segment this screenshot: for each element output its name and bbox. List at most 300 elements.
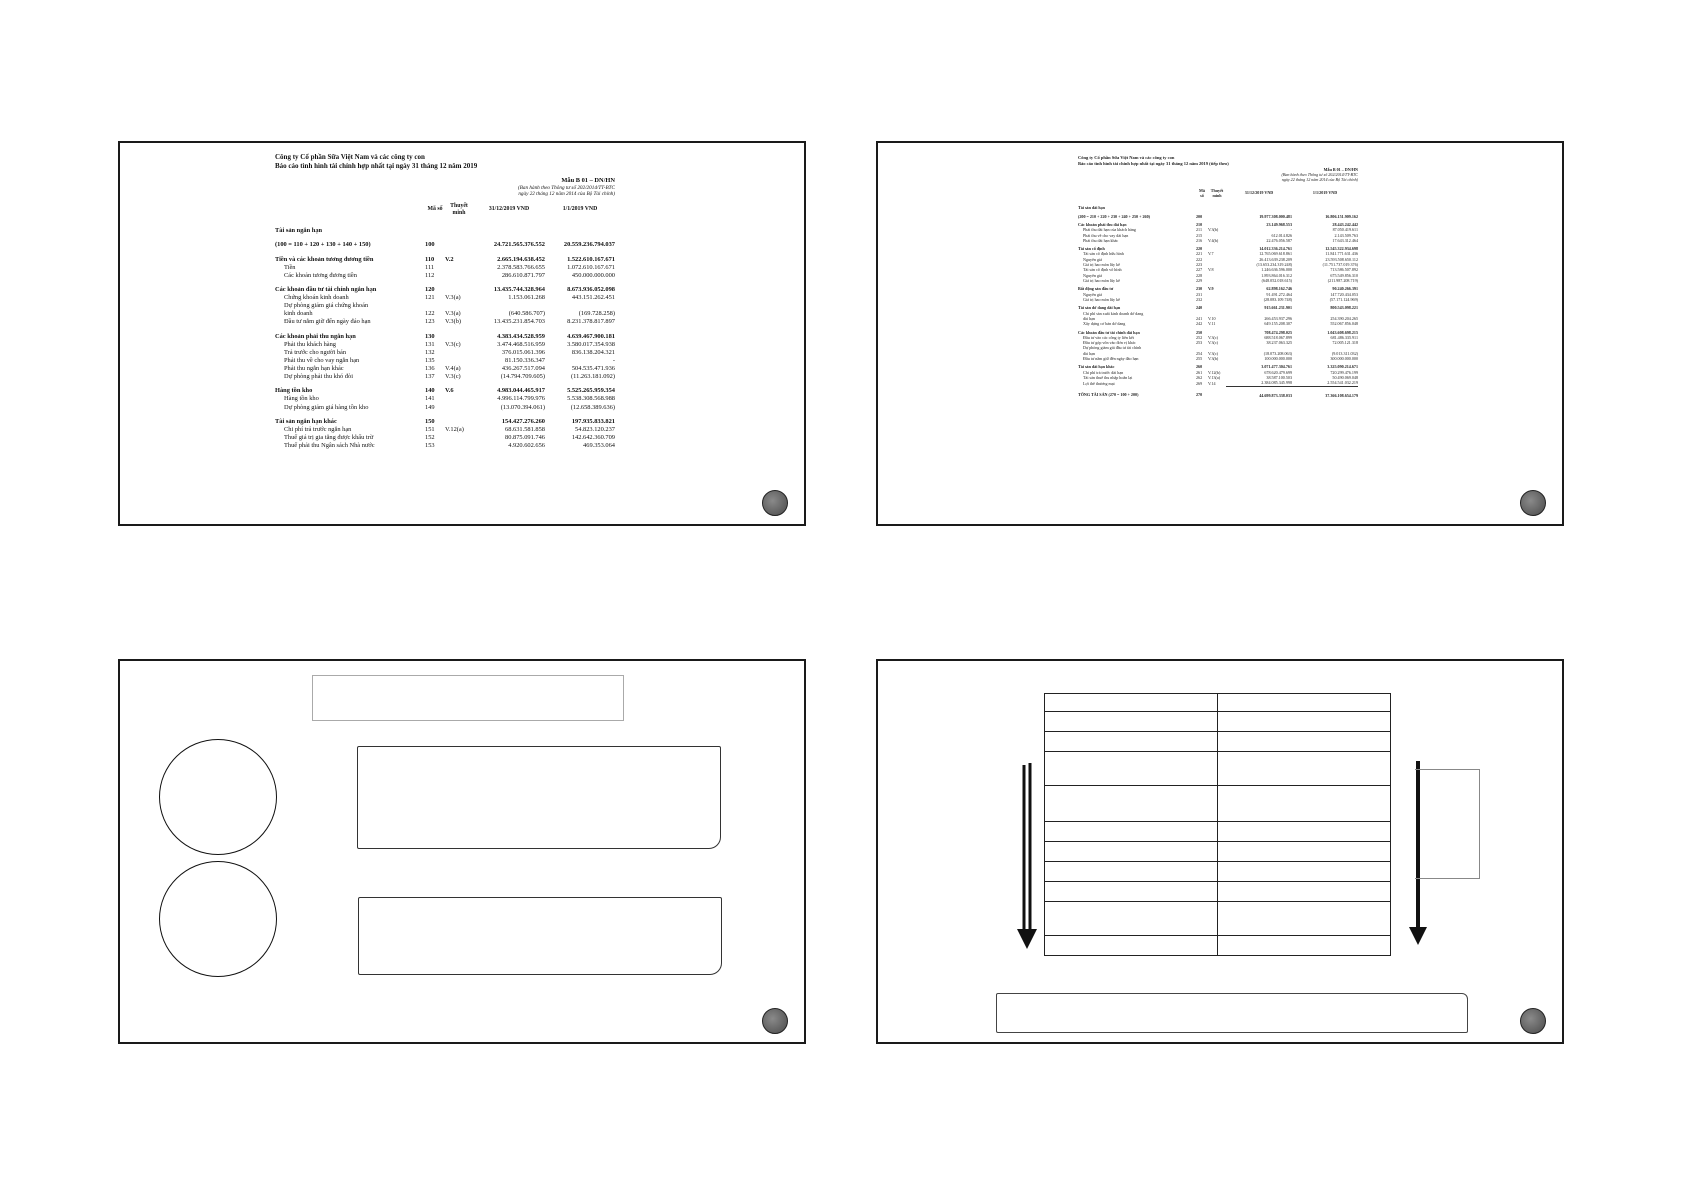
- cell-note: V.4(b): [1208, 237, 1219, 243]
- cell-prior: 552.067.856.048: [1330, 321, 1358, 327]
- table-row: [275, 302, 615, 310]
- cell-current: 688.518.067.899: [1264, 334, 1292, 340]
- cell-prior: 54.823.120.237: [575, 425, 615, 433]
- cell-code: 253: [1196, 340, 1203, 346]
- col-code-header: Mã số: [1199, 187, 1205, 198]
- slide-number-badge: [1520, 1008, 1546, 1034]
- balance-sheet-part-2: [1078, 155, 1358, 398]
- table-row: [1045, 786, 1391, 822]
- cell-label: Hàng tồn kho: [275, 387, 313, 395]
- cell-note: V.3(b): [1208, 356, 1219, 362]
- cell-current: 100.000.000.000: [1264, 356, 1292, 362]
- cell-code: 153: [425, 442, 435, 450]
- cell-label: Các khoản phải thu ngắn hạn: [275, 332, 356, 340]
- cell-note: [1208, 202, 1226, 210]
- cell-prior: 443.151.262.451: [571, 294, 615, 302]
- form-code: Mẫu B 01 – DN/HN: [1323, 166, 1358, 172]
- cell-current: 38.237.063.325: [1266, 340, 1292, 346]
- table-row: [1078, 202, 1358, 210]
- form-code: Mẫu B 01 – DN/HN: [561, 176, 615, 184]
- cell-label: (200 = 210 + 220 + 230 + 240 + 250 + 260): [1078, 213, 1150, 219]
- cell-current: 13.435.744.328.964: [493, 285, 545, 293]
- balance-sheet-table: [1078, 187, 1358, 398]
- cell-prior: 300.000.000.000: [1330, 356, 1358, 362]
- cell-prior: 1.072.610.167.671: [567, 263, 615, 271]
- table-row: [275, 341, 615, 349]
- cell-prior: 800.543.098.221: [1330, 305, 1358, 311]
- col-prior-header: 1/1/2019 VND: [562, 206, 598, 213]
- cell-code: 240: [1196, 305, 1203, 311]
- cell-label: Giá trị hao mòn lũy kế: [1083, 278, 1120, 283]
- table-row: [275, 294, 615, 302]
- cell-label: Lợi thế thương mại: [1083, 380, 1115, 386]
- cell-code: 132: [425, 348, 435, 356]
- cell-current: 286.610.871.797: [501, 271, 545, 279]
- cell-current: [473, 221, 545, 235]
- cell-code: 223: [1196, 262, 1203, 268]
- cell-current: 81.150.336.347: [505, 356, 545, 364]
- cell-label: Tài sản cố định hữu hình: [1083, 251, 1124, 257]
- cell-code: 215: [1196, 232, 1203, 238]
- cell-note: V.3(c): [445, 340, 461, 348]
- side-bracket-box[interactable]: [1415, 769, 1480, 879]
- cell-label: Bất động sản đầu tư: [1078, 286, 1114, 292]
- cell-note: [1208, 211, 1226, 219]
- table-row: [1045, 842, 1391, 862]
- cell-label: Đầu tư nắm giữ đến ngày đáo hạn: [1083, 356, 1139, 362]
- cell-note: V.14: [1208, 380, 1216, 386]
- cell-label: Thuế giá trị gia tăng được khấu trừ: [284, 433, 374, 441]
- cell-label: Phải thu khách hàng: [284, 340, 337, 348]
- table-row: [1078, 302, 1358, 310]
- balance-sheet-table: [275, 202, 615, 450]
- cell-current: 1.246.636.596.000: [1261, 267, 1292, 273]
- cell-code: [425, 302, 445, 310]
- report-title: Báo cáo tình hình tài chính hợp nhất tại ngày 31 tháng 12 năm 2019 (tiếp theo): [1078, 160, 1229, 166]
- cell-current: 3.474.468.516.959: [497, 340, 545, 348]
- ellipse-top[interactable]: [159, 739, 277, 855]
- cell-current: 38.587.100.503: [1266, 375, 1292, 380]
- cell-current: 1.893.864.016.312: [1261, 272, 1292, 278]
- ellipse-bottom[interactable]: [159, 861, 277, 977]
- cell-current: 915.661.231.901: [1264, 305, 1292, 311]
- cell-code: 252: [1196, 334, 1203, 340]
- cell-code: [1196, 202, 1208, 210]
- cell-prior: 87.050.419.611: [1332, 227, 1358, 233]
- table-row: [1078, 327, 1358, 335]
- cell-current: 612.014.826: [1271, 232, 1292, 238]
- col-note-header: Thuyết minh: [1210, 187, 1224, 198]
- cell-note: [445, 395, 473, 403]
- table-row: [275, 381, 615, 395]
- cell-code: 100: [425, 241, 435, 249]
- cell-code: 149: [425, 403, 435, 411]
- cell-prior: 3.580.017.354.938: [567, 340, 615, 348]
- cell-label: Đầu tư góp vốn vào đơn vị khác: [1083, 340, 1136, 346]
- cell-label: Nguyên giá: [1083, 272, 1102, 278]
- slide-number-badge: [1520, 490, 1546, 516]
- cell-prior: 1.522.610.167.671: [567, 255, 615, 263]
- cell-prior: 8.231.378.817.897: [567, 318, 615, 326]
- left-down-arrow: [1017, 763, 1037, 949]
- cell-note: [445, 302, 473, 310]
- cell-prior: (11.263.181.092): [571, 373, 615, 381]
- cell-label: Đầu tư vào các công ty liên kết: [1083, 334, 1134, 340]
- cell-note: [1208, 327, 1226, 335]
- cell-label: Giá trị hao mòn lũy kế: [1083, 296, 1120, 302]
- table-row: [275, 272, 615, 280]
- cell-code: 242: [1196, 321, 1203, 327]
- slide-4[interactable]: [876, 659, 1564, 1044]
- table-row: [1045, 694, 1391, 712]
- cell-code: 230: [1196, 286, 1203, 292]
- cell-prior: 90.240.266.391: [1332, 286, 1358, 292]
- cell-note: [445, 434, 473, 442]
- cell-prior: 12.545.322.934.698: [1325, 246, 1358, 252]
- cell-current: 4.920.602.656: [508, 442, 545, 450]
- cell-code: 269: [1196, 380, 1203, 386]
- cell-prior: 720.299.476.199: [1330, 369, 1358, 375]
- table-row: [275, 404, 615, 412]
- cell-current: (640.586.707): [508, 310, 545, 318]
- cell-code: 131: [425, 340, 435, 348]
- slide-1[interactable]: [118, 141, 806, 526]
- company-name: Công ty Cổ phần Sữa Việt Nam và các công ty con: [275, 153, 425, 161]
- cell-prior: 16.806.151.909.162: [1325, 213, 1358, 219]
- table-row: [275, 250, 615, 264]
- cell-current: -: [1290, 227, 1292, 233]
- cell-label: Phải thu ngắn hạn khác: [284, 365, 344, 373]
- cell-note: V.12(b): [1208, 369, 1221, 375]
- col-code-header: Mã số: [427, 206, 443, 213]
- cell-label: Tài sản ngắn hạn khác: [275, 417, 337, 425]
- cell-prior: 469.353.064: [583, 442, 615, 450]
- cell-current: (18.073.208.063): [1263, 350, 1292, 356]
- cell-label: Hàng tồn kho: [284, 395, 319, 403]
- slide-2[interactable]: [876, 141, 1564, 526]
- cell-note: V.2: [445, 255, 454, 263]
- table-row: [275, 426, 615, 434]
- cell-prior: 450.000.000.000: [571, 271, 615, 279]
- cell-current: 1.153.061.268: [508, 294, 545, 302]
- cell-note: V.3(b): [1208, 227, 1219, 233]
- cell-label: Chi phí sản xuất kinh doanh dở dang: [1083, 310, 1144, 316]
- cell-note: [445, 327, 473, 341]
- cell-prior: (169.728.258): [578, 310, 615, 318]
- table-row: [275, 395, 615, 403]
- cell-code: 120: [425, 285, 435, 293]
- col-current-header: 31/12/2019 VND: [1244, 190, 1274, 196]
- table-row: [1078, 361, 1358, 369]
- table-row: [1045, 752, 1391, 786]
- cell-current: 154.427.276.260: [501, 417, 545, 425]
- cell-code: 136: [425, 365, 435, 373]
- table-row: [1045, 822, 1391, 842]
- cell-current: (14.794.709.605): [500, 373, 545, 381]
- cell-label: Nguyên giá: [1083, 291, 1102, 297]
- cell-label: Các khoản đầu tư tài chính ngắn hạn: [275, 285, 377, 293]
- table-row: [1078, 243, 1358, 251]
- cell-prior: (9.013.311.032): [1331, 350, 1358, 356]
- cell-current: [1226, 202, 1292, 210]
- cell-label: Xây dựng cơ bản dở dang: [1083, 321, 1126, 327]
- cell-label: Tài sản thuế thu nhập hoãn lại: [1083, 375, 1133, 380]
- cell-code: 216: [1196, 237, 1203, 243]
- cell-prior: 28.443.242.442: [1332, 221, 1358, 227]
- cell-code: 231: [1196, 291, 1203, 297]
- cell-current: 14.012.336.214.761: [1259, 246, 1292, 252]
- cell-current: 266.453.937.296: [1264, 315, 1292, 321]
- cell-prior: 836.138.204.321: [571, 348, 615, 356]
- cell-prior: 2.554.541.032.219: [1327, 380, 1358, 386]
- cell-label: Phải thu về cho vay dài hạn: [1083, 232, 1129, 238]
- cell-current: 19.977.308.000.481: [1259, 213, 1292, 219]
- table-row: [275, 412, 615, 426]
- cell-current: 2.665.194.638.452: [497, 255, 545, 263]
- table-row: [1045, 936, 1391, 956]
- cell-note: V.3(c): [1208, 334, 1219, 340]
- table-row: [275, 365, 615, 373]
- cell-note: V.3(c): [1208, 350, 1219, 356]
- total-assets-row: [1078, 386, 1358, 398]
- cell-note: [445, 349, 473, 357]
- cell-label: Dự phòng giảm giá hàng tồn kho: [284, 403, 369, 411]
- slide-number-badge: [762, 1008, 788, 1034]
- cell-prior: 4.639.467.900.181: [567, 332, 615, 340]
- total-current: 44.699.873.338.033: [1226, 386, 1292, 398]
- cell-note: V.12(a): [445, 425, 464, 433]
- balance-sheet-part-1: [275, 153, 615, 450]
- cell-note: [445, 357, 473, 365]
- cell-prior: 675.549.856.310: [1330, 272, 1358, 278]
- cell-code: 261: [1196, 369, 1203, 375]
- total-label: TỔNG TÀI SẢN (270 = 100 + 200): [1078, 392, 1139, 398]
- cell-label: Phải thu về cho vay ngắn hạn: [284, 356, 360, 364]
- table-row: [275, 349, 615, 357]
- cell-current: 80.875.091.746: [505, 433, 545, 441]
- cell-label: kinh doanh: [284, 310, 313, 318]
- cell-code: 210: [1196, 221, 1203, 227]
- cell-label: Chứng khoán kinh doanh: [284, 294, 349, 302]
- table-row: [275, 327, 615, 341]
- cell-prior: 50.490.069.048: [1332, 375, 1358, 380]
- cell-prior: 504.535.471.936: [571, 365, 615, 373]
- cell-note: [1208, 243, 1226, 251]
- text-box-top[interactable]: [357, 746, 721, 849]
- company-name: Công ty Cổ phần Sữa Việt Nam và các công ty con: [1078, 155, 1175, 160]
- cell-current: 12.765.069.618.861: [1259, 251, 1292, 257]
- cell-label: Tài sản dở dang dài hạn: [1078, 305, 1121, 311]
- cell-label: dài hạn: [1083, 315, 1095, 321]
- table-row: [1045, 882, 1391, 902]
- cell-code: 221: [1196, 251, 1203, 257]
- cell-prior: [545, 302, 615, 310]
- form-note-1: (Ban hành theo Thông tư số 202/2014/TT-BTC: [1281, 172, 1358, 177]
- cell-label: Tài sản cố định vô hình: [1083, 267, 1122, 273]
- bottom-text-box[interactable]: [996, 993, 1468, 1033]
- cell-code: 229: [1196, 278, 1203, 283]
- cell-current: 4.383.434.528.959: [497, 332, 545, 340]
- table-row: [1078, 211, 1358, 219]
- cell-note: V.11: [1208, 321, 1216, 327]
- cell-prior: 1.043.608.698.215: [1327, 329, 1358, 335]
- form-note-1: (Ban hành theo Thông tư số 202/2014/TT-BTC: [518, 184, 615, 191]
- cell-note: [445, 272, 473, 280]
- cell-label: Chi phí trả trước dài hạn: [1083, 369, 1124, 375]
- cell-code: 137: [425, 373, 435, 381]
- cell-label: Tài sản cố định: [1078, 246, 1105, 252]
- cell-label: Chi phí trả trước ngắn hạn: [284, 425, 352, 433]
- cell-code: 220: [1196, 246, 1203, 252]
- cell-note: [445, 442, 473, 450]
- cell-code: 151: [425, 425, 435, 433]
- cell-label: Dự phòng phải thu khó đòi: [284, 373, 353, 381]
- cell-current: 2.384.085.345.998: [1261, 380, 1292, 386]
- cell-code: 222: [1196, 256, 1203, 262]
- cell-note: [1208, 302, 1226, 310]
- cell-note: V.3(c): [445, 373, 461, 381]
- cell-code: 227: [1196, 267, 1203, 273]
- table-row: [1045, 712, 1391, 732]
- cell-prior: (211.987.208.719): [1327, 278, 1358, 283]
- table-row: [275, 310, 615, 318]
- cell-current: 678.620.479.699: [1264, 369, 1292, 375]
- cell-label: (100 = 110 + 120 + 130 + 140 + 150): [275, 241, 371, 249]
- cell-prior: 11.841.771.631.436: [1325, 251, 1358, 257]
- cell-label: Nguyên giá: [1083, 256, 1102, 262]
- total-prior: 37.366.108.654.179: [1292, 386, 1358, 398]
- cell-prior: -: [612, 356, 615, 364]
- cell-current: (13.653.234.319.248): [1256, 262, 1292, 268]
- cell-note: [1208, 219, 1226, 227]
- cell-current: 708.474.298.025: [1264, 329, 1292, 335]
- cell-current: 3.071.477.304.761: [1261, 364, 1292, 370]
- cell-label: Dự phòng giảm giá chứng khoán: [284, 302, 369, 310]
- cell-note: [445, 264, 473, 272]
- cell-label: Thuế phải thu Ngân sách Nhà nước: [284, 442, 375, 450]
- cell-prior: 254.390.204.265: [1330, 315, 1358, 321]
- cell-code: [425, 221, 445, 235]
- cell-note: V.3(b): [445, 318, 462, 326]
- cell-code: 150: [425, 417, 435, 425]
- cell-prior: (11.751.737.019.376): [1322, 262, 1358, 268]
- cell-label: Trả trước cho người bán: [284, 348, 347, 356]
- cell-prior: 142.642.360.709: [571, 433, 615, 441]
- cell-current: 68.631.581.858: [505, 425, 545, 433]
- cell-code: 121: [425, 294, 435, 302]
- cell-prior: 8.673.936.052.098: [567, 285, 615, 293]
- cell-prior: [545, 221, 615, 235]
- cell-prior: 3.325.090.214.671: [1327, 364, 1358, 370]
- cell-current: 62.898.162.746: [1266, 286, 1292, 292]
- cell-current: 26.413.639.238.209: [1259, 256, 1292, 262]
- cell-code: 110: [425, 255, 435, 263]
- table-row: [275, 280, 615, 294]
- cell-current: 376.015.061.396: [501, 348, 545, 356]
- cell-code: 262: [1196, 375, 1203, 380]
- cell-code: 123: [425, 318, 435, 326]
- cell-prior: 17.643.312.464: [1332, 237, 1358, 243]
- cell-code: 250: [1196, 329, 1203, 335]
- cell-code: 112: [425, 271, 435, 279]
- table-row: [275, 442, 615, 450]
- cell-current: 649.155.208.307: [1264, 321, 1292, 327]
- cell-note: V.9: [1208, 286, 1214, 292]
- cell-label: Giá trị hao mòn lũy kế: [1083, 262, 1120, 268]
- cell-prior: 713.586.507.892: [1330, 267, 1358, 273]
- cell-label: Tài sản dài hạn: [1078, 205, 1105, 211]
- cell-current: (648.052.018.615): [1261, 278, 1292, 283]
- empty-table: [1044, 693, 1391, 956]
- cell-prior: 5.538.308.568.988: [567, 395, 615, 403]
- cell-note: V.13(a): [1208, 375, 1221, 380]
- cell-label: dài hạn: [1083, 350, 1095, 356]
- cell-prior: 20.559.236.794.037: [563, 241, 615, 249]
- cell-code: 200: [1196, 213, 1203, 219]
- cell-note: V.3(a): [445, 310, 461, 318]
- cell-label: Tài sản ngắn hạn: [275, 227, 323, 235]
- cell-current: 13.435.231.854.703: [493, 318, 545, 326]
- cell-label: Các khoản tương đương tiền: [284, 271, 357, 279]
- cell-code: 241: [1196, 315, 1203, 321]
- cell-prior: [1292, 202, 1358, 210]
- total-code: 270: [1196, 392, 1203, 398]
- cell-note: V.3(c): [1208, 340, 1219, 346]
- cell-prior: 72.005.121.318: [1332, 340, 1358, 346]
- table-row: [275, 221, 615, 235]
- cell-prior: 23.593.508.650.112: [1325, 256, 1358, 262]
- cell-current: 436.267.517.094: [501, 365, 545, 373]
- table-row: [1078, 219, 1358, 227]
- cell-note: V.3(a): [445, 294, 461, 302]
- cell-label: Tiền và các khoản tương đương tiền: [275, 255, 374, 263]
- table-row: [1045, 902, 1391, 936]
- cell-code: 122: [425, 310, 435, 318]
- cell-code: 111: [425, 263, 435, 271]
- form-note-2: ngày 22 tháng 12 năm 2014 của Bộ Tài chính): [518, 191, 615, 198]
- cell-current: 4.983.044.465.917: [497, 387, 545, 395]
- cell-label: Đầu tư nắm giữ đến ngày đáo hạn: [284, 318, 371, 326]
- cell-prior: 197.935.833.821: [571, 417, 615, 425]
- cell-prior: (57.171.124.969): [1329, 296, 1358, 302]
- cell-note: V.4(a): [445, 365, 461, 373]
- cell-label: Các khoản phải thu dài hạn: [1078, 221, 1127, 227]
- cell-note: [445, 404, 473, 412]
- cell-note: [445, 221, 473, 235]
- table-row: [1045, 862, 1391, 882]
- slide-3[interactable]: [118, 659, 806, 1044]
- table-row: [275, 357, 615, 365]
- cell-prior: 5.525.265.959.354: [567, 387, 615, 395]
- cell-label: Phải thu dài hạn của khách hàng: [1083, 227, 1136, 233]
- text-box-bottom[interactable]: [358, 897, 722, 975]
- cell-code: 130: [425, 332, 435, 340]
- cell-note: [445, 235, 473, 249]
- title-placeholder[interactable]: [312, 675, 624, 721]
- cell-label: Các khoản đầu tư tài chính dài hạn: [1078, 329, 1140, 335]
- cell-label: Phải thu dài hạn khác: [1083, 237, 1119, 243]
- cell-current: (28.083.109.748): [1263, 296, 1292, 302]
- form-note-2: ngày 22 tháng 12 năm 2014 của Bộ Tài chính): [1281, 177, 1358, 183]
- cell-current: 23.149.968.553: [1266, 221, 1292, 227]
- slide-number-badge: [762, 490, 788, 516]
- cell-note: V.6: [445, 387, 454, 395]
- cell-code: 232: [1196, 296, 1203, 302]
- cell-code: 141: [425, 395, 435, 403]
- cell-code: 135: [425, 356, 435, 364]
- cell-prior: 2.143.509.763: [1334, 232, 1358, 238]
- cell-code: 228: [1196, 272, 1203, 278]
